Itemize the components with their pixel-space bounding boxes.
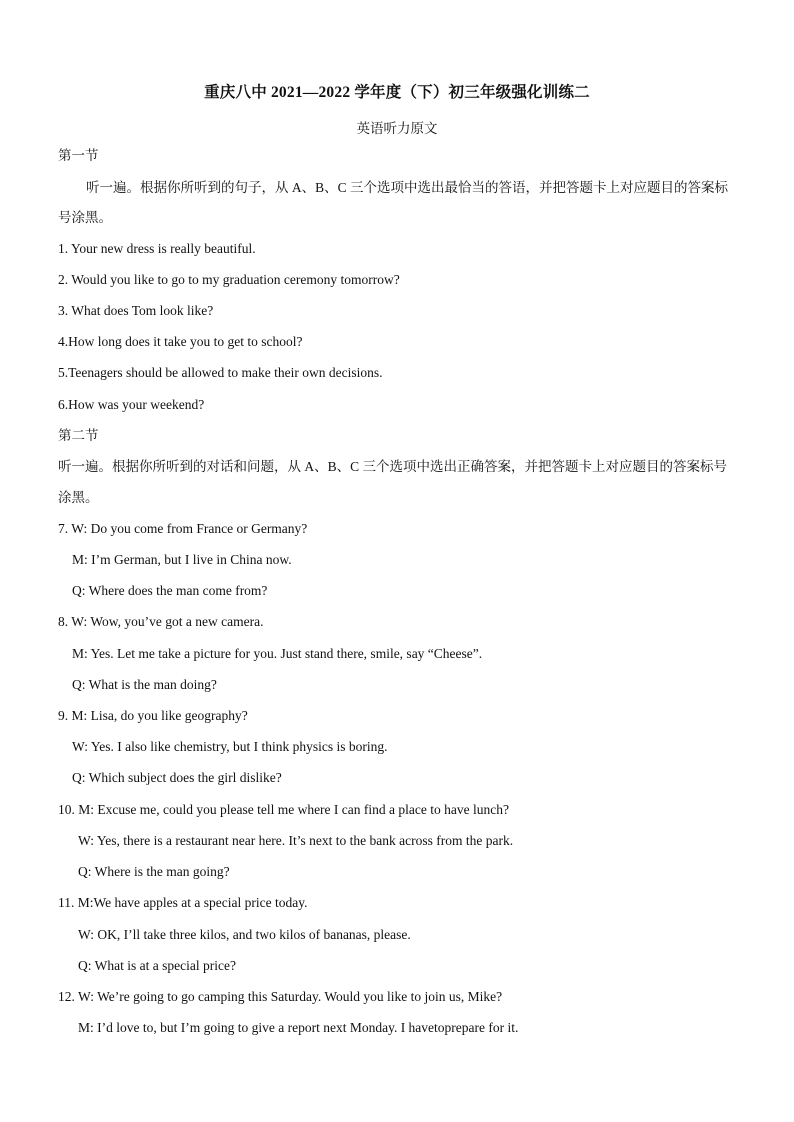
dialog-7-second: M: I’m German, but I live in China now. [72,552,292,567]
dialog-8-question: Q: What is the man doing? [72,677,217,692]
section1-item-2: 2. Would you like to go to my graduation ceremony tomorrow? [58,272,400,287]
section2-instruction-line2: 涂黑。 [58,490,99,505]
section1-instruction-line1: 听一遍。根据你所听到的句子，从 A、B、C 三个选项中选出最恰当的答语，并把答题卡上对应题目的答案标 [86,180,729,195]
section2-instruction-line1: 听一遍。根据你所听到的对话和问题，从 A、B、C 三个选项中选出正确答案，并把答题卡上对应题目的答案标号 [58,459,728,474]
dialog-12-second: M: I’d love to, but I’m going to give a report next Monday. I havetoprepare for it. [78,1020,519,1035]
dialog-8-first: 8. W: Wow, you’ve got a new camera. [58,614,264,629]
document-title: 重庆八中 2021—2022 学年度（下）初三年级强化训练二 [204,84,590,101]
dialog-9-question: Q: Which subject does the girl dislike? [72,770,282,785]
section1-instruction-line2: 号涂黑。 [58,210,112,225]
document-subtitle: 英语听力原文 [356,121,438,136]
section1-item-6: 6.How was your weekend? [58,397,205,412]
dialog-10-second: W: Yes, there is a restaurant near here. It’s next to the bank across from the park. [78,833,514,848]
dialog-7-first: 7. W: Do you come from France or Germany? [58,521,308,536]
section1-item-5: 5.Teenagers should be allowed to make their own decisions. [58,365,383,380]
section2-heading: 第二节 [58,428,99,443]
dialog-11-first: 11. M:We have apples at a special price today. [58,895,308,910]
dialog-11-question: Q: What is at a special price? [78,958,236,973]
section1-item-3: 3. What does Tom look like? [58,303,214,318]
dialog-9-second: W: Yes. I also like chemistry, but I think physics is boring. [72,739,388,754]
dialog-12-first: 12. W: We’re going to go camping this Saturday. Would you like to join us, Mike? [58,989,503,1004]
dialog-8-second: M: Yes. Let me take a picture for you. Just stand there, smile, say “Cheese”. [72,646,483,661]
dialog-7-question: Q: Where does the man come from? [72,583,268,598]
dialog-10-question: Q: Where is the man going? [78,864,230,879]
section1-item-1: 1. Your new dress is really beautiful. [58,241,256,256]
section1-item-4: 4.How long does it take you to get to school? [58,334,303,349]
section1-heading: 第一节 [58,148,99,163]
dialog-10-first: 10. M: Excuse me, could you please tell me where I can find a place to have lunch? [58,802,509,817]
dialog-9-first: 9. M: Lisa, do you like geography? [58,708,248,723]
dialog-11-second: W: OK, I’ll take three kilos, and two kilos of bananas, please. [78,927,411,942]
